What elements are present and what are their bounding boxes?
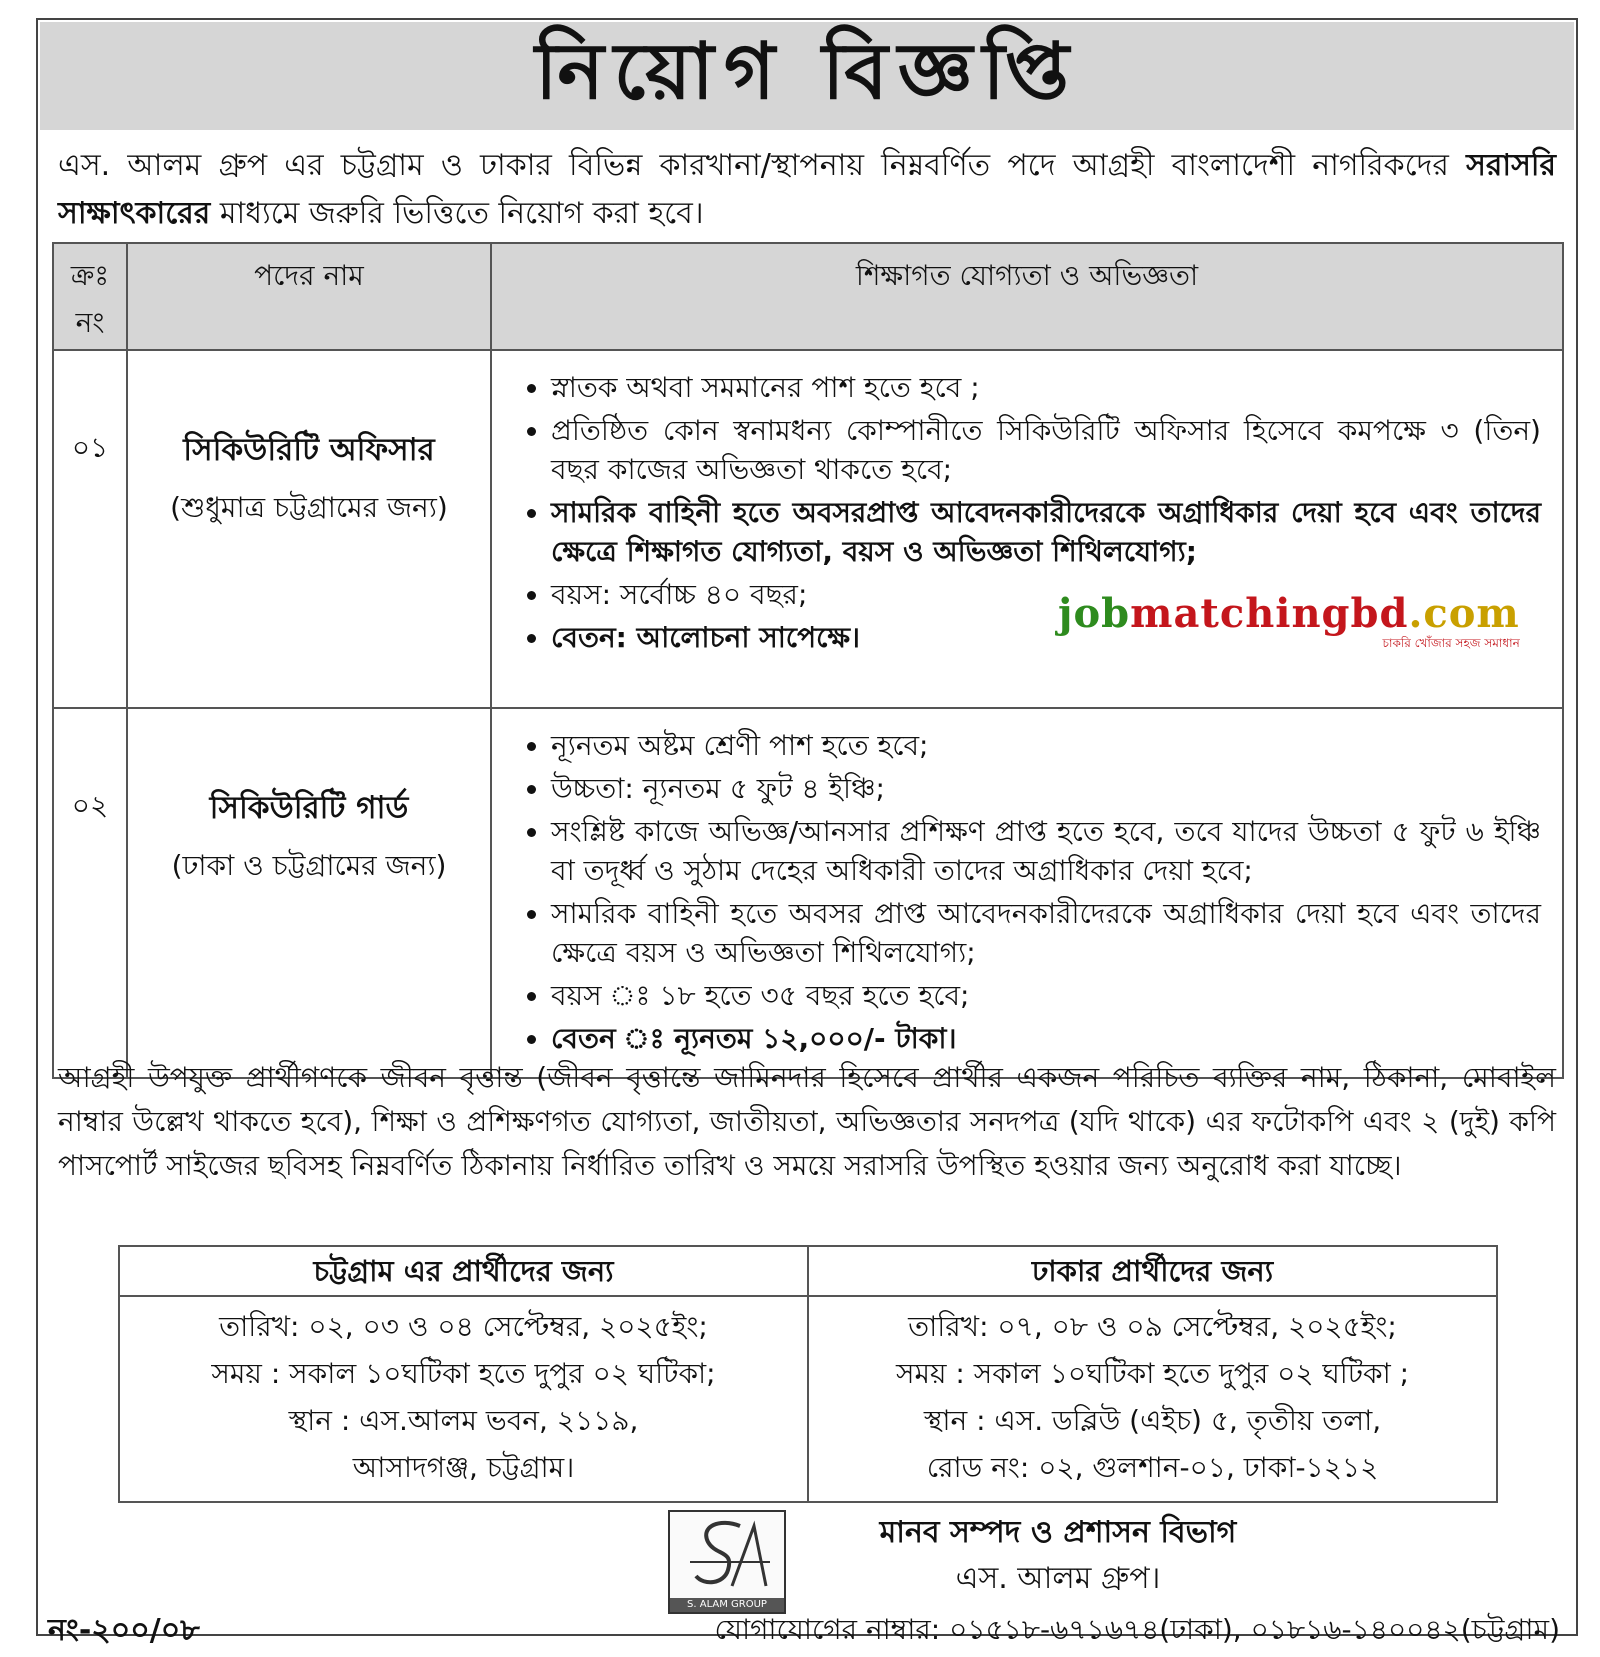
application-instructions: আগ্রহী উপযুক্ত প্রার্থীগণকে জীবন বৃত্তান্ত (জীবন বৃত্তান্তে জামিনদার হিসেবে প্রার্থীর একজন পরিচিত ব্যক্তির নাম, ঠিকানা, মোবাইল নাম্বার উল্লেখ থাকতে হবে), শিক্ষা ও প্রশিক্ষণগত যোগ্যতা, জাতীয়তা, অভিজ্ঞতার সনদপত্র (যদি থাকে) এর ফটোকপি এবং ২ (দুই) কপি পাসপোর্ট সাইজের ছবিসহ নিম্নবর্ণিত ঠিকানায় নির্ধারিত তারিখ ও সময়ে সরাসরি উপস্থিত হওয়ার জন্য অনুরোধ করা যাচ্ছে। <box>58 1061 1556 1182</box>
venue-header-row <box>119 1246 1497 1296</box>
page-title: নিয়োগ বিজ্ঞপ্তি <box>535 27 1079 117</box>
row-post <box>127 708 491 1078</box>
requirement-item: • সংশ্লিষ্ট কাজে অভিজ্ঞ/আনসার প্রশিক্ষণ প্রাপ্ত হতে হবে, তবে যাদের উচ্চতা ৫ ফুট ৬ ইঞ্চি বা তদূর্ধ্ব ও সুঠাম দেহের অধিকারী তাদের অগ্রাধিকার দেয়া হবে; <box>551 812 1541 890</box>
posts-table <box>52 242 1564 1079</box>
post-name: সিকিউরিটি অফিসার <box>183 432 435 468</box>
watermark-part-job: job <box>1058 590 1131 637</box>
watermark-text <box>1058 590 1520 637</box>
watermark <box>1058 590 1520 655</box>
intro-text-before: এস. আলম গ্রুপ এর চট্টগ্রাম ও ঢাকার বিভিন্ন কারখানা/স্থাপনায় নিম্নবর্ণিত পদে আগ্রহী বাংলাদেশী নাগরিকদের <box>58 148 1467 183</box>
requirement-item: • বেতন ঃ ন্যূনতম ১২,০০০/- টাকা। <box>551 1019 1541 1058</box>
row-post <box>127 350 491 708</box>
venue-line: স্থান : এস.আলম ভবন, ২১১৯, <box>288 1404 639 1437</box>
header-sl: ক্রঃ নং <box>53 243 127 350</box>
venue-line: সময় : সকাল ১০ঘটিকা হতে দুপুর ০২ ঘটিকা; <box>211 1357 716 1390</box>
requirement-item: • স্নাতক অথবা সমমানের পাশ হতে হবে ; <box>551 368 1541 407</box>
post-note: (শুধুমাত্র চট্টগ্রামের জন্য) <box>170 491 448 524</box>
logo-name: S. ALAM GROUP <box>670 1598 784 1612</box>
requirement-item: • বেতন: আলোচনা সাপেক্ষে। <box>551 618 1541 657</box>
organization-name: এস. আলম গ্রুপ। <box>955 1561 1161 1596</box>
header-post: পদের নাম <box>127 243 491 350</box>
row-sl: ০১ <box>53 350 127 708</box>
venue-line: আসাদগঞ্জ, চট্টগ্রাম। <box>352 1451 575 1484</box>
venue-line: তারিখ: ০৭, ০৮ ও ০৯ সেপ্টেম্বর, ২০২৫ইং; <box>908 1310 1397 1343</box>
requirement-item: • সামরিক বাহিনী হতে অবসরপ্রাপ্ত আবেদনকারীদেরকে অগ্রাধিকার দেয়া হবে এবং তাদের ক্ষেত্রে শিক্ষাগত যোগ্যতা, বয়স ও অভিজ্ঞতা শিথিলযোগ্য; <box>551 493 1541 571</box>
venue-heading-chattogram: চট্টগ্রাম এর প্রার্থীদের জন্য <box>119 1246 808 1296</box>
intro-text-after: মাধ্যমে জরুরি ভিত্তিতে নিয়োগ করা হবে। <box>210 196 704 231</box>
venue-line: রোড নং: ০২, গুলশান-০১, ঢাকা-১২১২ <box>926 1451 1379 1484</box>
intro-paragraph <box>58 142 1556 238</box>
requirement-item: • উচ্চতা: ন্যূনতম ৫ ফুট ৪ ইঞ্চি; <box>551 769 1541 808</box>
notice-frame <box>36 18 1578 1648</box>
intro-bold: সরাসরি সাক্ষাৎকারের <box>58 148 1556 231</box>
table-row <box>53 708 1563 1078</box>
requirement-item: • বয়স ঃ ১৮ হতে ৩৫ বছর হতে হবে; <box>551 976 1541 1015</box>
requirement-item: • ন্যূনতম অষ্টম শ্রেণী পাশ হতে হবে; <box>551 726 1541 765</box>
requirement-item: • বয়স: সর্বোচ্চ ৪০ বছর; <box>551 575 1541 614</box>
watermark-part-matching: matchingbd <box>1130 590 1409 637</box>
venue-details-chattogram <box>119 1296 808 1502</box>
post-name: সিকিউরিটি গার্ড <box>209 790 409 826</box>
venue-details-dhaka <box>808 1296 1497 1502</box>
department-name: মানব সম্পদ ও প্রশাসন বিভাগ <box>879 1515 1237 1550</box>
title-band <box>40 22 1574 130</box>
reference-number: নং-২০০/০৮ <box>48 1613 200 1648</box>
s-alam-logo-icon <box>668 1510 786 1614</box>
watermark-tagline: চাকরি খোঁজার সহজ সমাধান <box>1382 636 1520 650</box>
venue-line: তারিখ: ০২, ০৩ ও ০৪ সেপ্টেম্বর, ২০২৫ইং; <box>219 1310 708 1343</box>
watermark-part-domain: .com <box>1408 590 1520 637</box>
requirement-item: • প্রতিষ্ঠিত কোন স্বনামধন্য কোম্পানীতে সিকিউরিটি অফিসার হিসেবে কমপক্ষে ৩ (তিন) বছর কাজের অভিজ্ঞতা থাকতে হবে; <box>551 411 1541 489</box>
venue-line: স্থান : এস. ডব্লিউ (এইচ) ৫, তৃতীয় তলা, <box>923 1404 1382 1437</box>
venue-body-row <box>119 1296 1497 1502</box>
s-alam-logo-mark-icon <box>670 1512 784 1598</box>
venue-table <box>118 1245 1498 1503</box>
row-sl: ০২ <box>53 708 127 1078</box>
requirement-item: • সামরিক বাহিনী হতে অবসর প্রাপ্ত আবেদনকারীদেরকে অগ্রাধিকার দেয়া হবে এবং তাদের ক্ষেত্রে বয়স ও অভিজ্ঞতা শিথিলযোগ্য; <box>551 894 1541 972</box>
venue-line: সময় : সকাল ১০ঘটিকা হতে দুপুর ০২ ঘটিকা ; <box>895 1357 1410 1390</box>
venue-heading-dhaka: ঢাকার প্রার্থীদের জন্য <box>808 1246 1497 1296</box>
contact-numbers: যোগাযোগের নাম্বার: ০১৫১৮-৬৭১৬৭৪(ঢাকা), ০১৮১৬-১৪০০৪২(চট্টগ্রাম) <box>714 1613 1560 1646</box>
row-requirements <box>491 708 1563 1078</box>
signature-block <box>818 1510 1298 1602</box>
table-header-row <box>53 243 1563 350</box>
post-note: (ঢাকা ও চট্টগ্রামের জন্য) <box>171 849 447 882</box>
header-requirements: শিক্ষাগত যোগ্যতা ও অভিজ্ঞতা <box>491 243 1563 350</box>
